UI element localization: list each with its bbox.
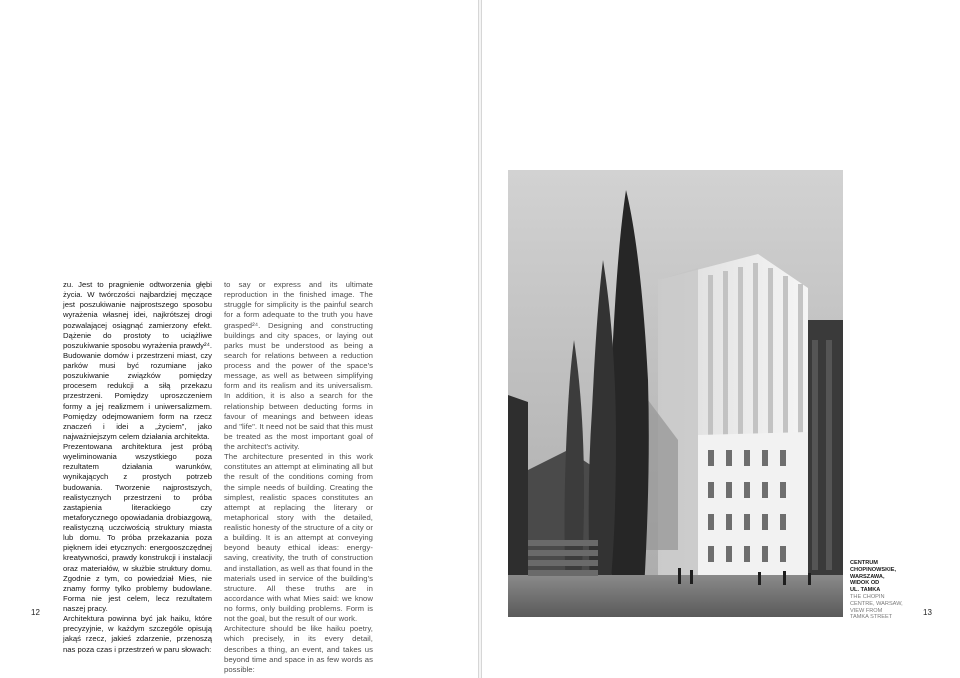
caption-line: WIDOK OD [850, 580, 880, 587]
caption-english [850, 594, 920, 621]
caption-line: UL. TAMKA [850, 587, 881, 594]
page-number-right: 13 [923, 608, 932, 617]
caption-line: WARSZAWA, [850, 573, 885, 580]
paragraph: The architecture presented in this work constitutes an attempt at eliminating all but the result of the conditions coming from the simple needs of building. Creating the simplest, realistic spaces constitutes an attempt at replacing the literary or metaphorical story with the detailed, realistic honesty of the structure of a city or a building. It is an attempt at conveying beyond beauty ethical ideas: energy-saving, creativity, the truth of construction and installation, as well as that found in the materials used in service of the building's structure. All these truths are in accordance with what Mies said: we know no forms, only building problems. Form is not the goal, but the result of our work. [224, 452, 373, 624]
caption-line: TAMKA STREET [850, 614, 893, 621]
caption-line: CHOPINOWSKIE, [850, 566, 896, 573]
building-photo [508, 170, 843, 617]
paragraph: Budowanie domów i przestrzeni miast, czy parków musi być rozumiane jako poszukiwanie związków pomiędzy procesem redukcji a siłą przekazu przestrzeni. Pomiędzy uproszczeniem formy a jej realizmem i uniwersalizmem. Pomiędzy odejmowaniem form na rzecz znaczeń i idei a „życiem”, jako najważniejszym celem działania architekta. [63, 350, 212, 441]
caption-polish [850, 560, 920, 594]
caption-line: VIEW FROM [850, 607, 883, 614]
caption-line: THE CHOPIN [850, 593, 885, 600]
left-page [0, 0, 479, 678]
page-number-left: 12 [31, 608, 40, 617]
paragraph: Architektura powinna być jak haiku, które precyzyjnie, w każdym szczególe opisują jakąś rzecz, jakieś zdarzenie, przenoszą nas poza czas i przestrzeń w paru słowach: [63, 614, 212, 654]
paragraph: Architecture should be like haiku poetry, which precisely, in its every detail, describes a thing, an event, and takes us beyond time and space in as few words as possible: [224, 624, 373, 674]
caption-line: CENTRE, WARSAW, [850, 600, 903, 607]
photo-caption [850, 560, 920, 621]
caption-line: CENTRUM [850, 560, 878, 566]
polish-text-column [63, 280, 212, 655]
paragraph: to say or express and its ultimate reproduction in the finished image. The struggle for simplicity is the painful search for a form adequate to the truth you have grasped²⁴. Designing and constructing buildings and city spaces, or laying out parks must be understood as being a search for relations between a reduction process and the power of the space's message, as well as between simplifying form and its realism and its universalism. In addition, it is also a search for the relationship between deducting forms in favour of meanings and between ideas and "life". It need not be said that this must be treated as the most important goal of the architect's activity. [224, 280, 373, 451]
paragraph: zu. Jest to pragnienie odtworzenia głębi życia. W twórczości najbardziej męczące jest poszukiwanie najprostszego sposobu wyrażenia własnej idei, najkrótszej drogi pozwalającej osiągnąć zamierzony efekt. Dążenie do prostoty to uciążliwe poszukiwanie sposobu wyrażenia prawdy²⁴. [63, 280, 213, 350]
english-text-column [224, 280, 373, 675]
paragraph: Prezentowana architektura jest próbą wyeliminowania wszystkiego poza rezultatem działania warunków, wynikających z prostych potrzeb budowania. Tworzenie najprostszych, realistycznych przestrzeni to próba zastąpienia literackiego czy metaforycznego opowiadania drobiazgową, realistyczną uczciwością struktury miasta lub domu. To próba przekazania poza pięknem idei etycznych: energooszczędnej kreatywności, prawdy konstrukcji i instalacji oraz materiałów, w służbie struktury domu. Zgodnie z tym, co powiedział Mies, nie znamy formy tylko problemy budowlane. Forma nie jest celem, lecz rezultatem naszej pracy. [63, 442, 212, 613]
